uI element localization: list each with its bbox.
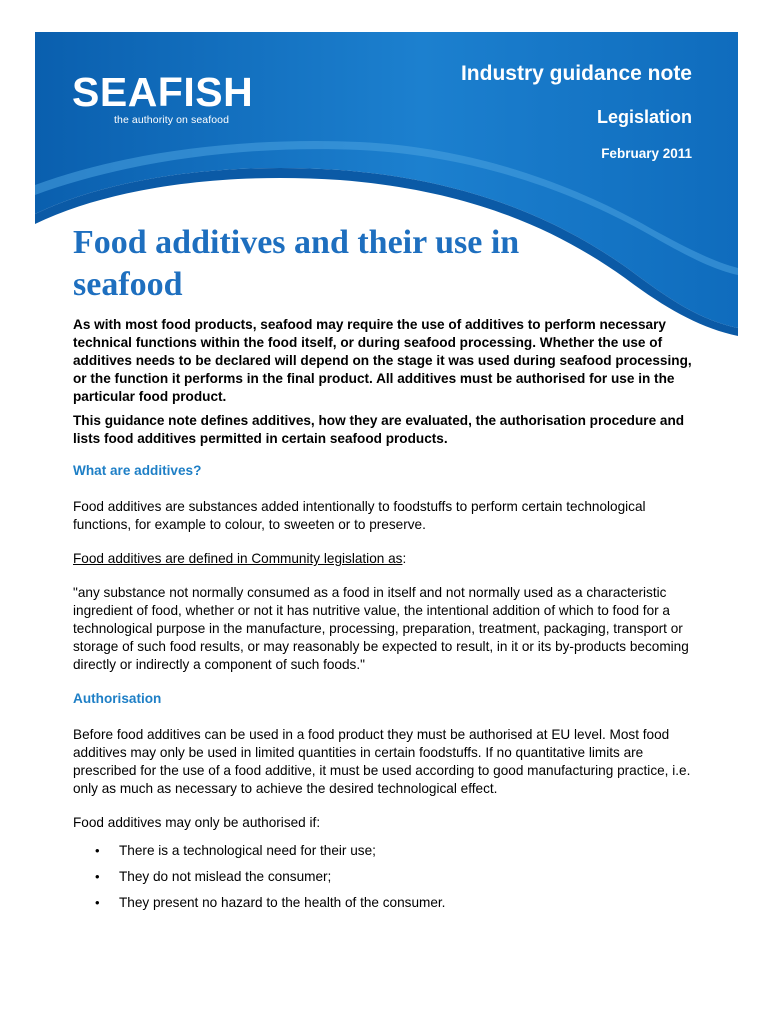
logo-tagline: the authority on seafood bbox=[114, 114, 230, 126]
list-item bbox=[73, 868, 703, 886]
document-body bbox=[73, 316, 703, 920]
definition-quote: "any substance not normally consumed as a food in itself and not normally used as a characteristic ingredient of food, whether or not it has nutritive value, the intentional addition of which to food for a technological purpose in the manufacture, processing, preparation, treatment, packaging, transport or storage of such food results, or may reasonably be expected to result, in it or its by-products becoming directly or indirectly a component of such foods." bbox=[73, 585, 689, 672]
bullet-icon: • bbox=[95, 843, 100, 858]
list-item-text: They do not mislead the consumer; bbox=[119, 869, 332, 884]
logo-wordmark: SEAFISH bbox=[72, 69, 254, 115]
authorisation-conditions-intro: Food additives may only be authorised if: bbox=[73, 815, 321, 830]
definition-intro-text: Food additives are defined in Community legislation as bbox=[73, 551, 403, 566]
note-subject: Legislation bbox=[596, 107, 692, 127]
note-type-heading: Industry guidance note bbox=[460, 62, 692, 85]
authorisation-conditions-list bbox=[73, 842, 703, 912]
note-date: February 2011 bbox=[601, 146, 692, 161]
document-title: Food additives and their use in seafood bbox=[73, 224, 520, 303]
additives-definition-paragraph: Food additives are substances added intentionally to foodstuffs to perform certain technological functions, for example to colour, to sweeten or to preserve. bbox=[73, 499, 646, 532]
lead-paragraph-2: This guidance note defines additives, how they are evaluated, the authorisation procedure and lists food additives permitted in certain seafood products. bbox=[73, 413, 685, 446]
lead-paragraph-1: As with most food products, seafood may require the use of additives to perform necessary technical functions within the food itself, or during seafood processing. Whether the use of additives needs to be declared will depend on the stage it was used during seafood processing, or the function it performs in the final product. All additives must be authorised for use in the particular food product. bbox=[73, 317, 692, 404]
authorisation-paragraph: Before food additives can be used in a food product they must be authorised at EU level. Most food additives may only be used in limited quantities in certain foodstuffs. If no quantitative limits are prescribed for the use of a food additive, it must be used according to good manufacturing practice, i.e. only as much as necessary to achieve the desired technological effect. bbox=[73, 727, 691, 796]
definition-intro bbox=[73, 550, 703, 568]
bullet-icon: • bbox=[95, 895, 100, 910]
list-item-text: There is a technological need for their use; bbox=[119, 843, 376, 858]
seafish-logo bbox=[72, 70, 253, 126]
list-item-text: They present no hazard to the health of the consumer. bbox=[119, 895, 446, 910]
list-item bbox=[73, 842, 703, 860]
list-item bbox=[73, 894, 703, 912]
section-heading-what-are-additives: What are additives? bbox=[73, 463, 202, 478]
bullet-icon: • bbox=[95, 869, 100, 884]
section-heading-authorisation: Authorisation bbox=[73, 691, 162, 706]
definition-intro-colon: : bbox=[402, 551, 407, 566]
